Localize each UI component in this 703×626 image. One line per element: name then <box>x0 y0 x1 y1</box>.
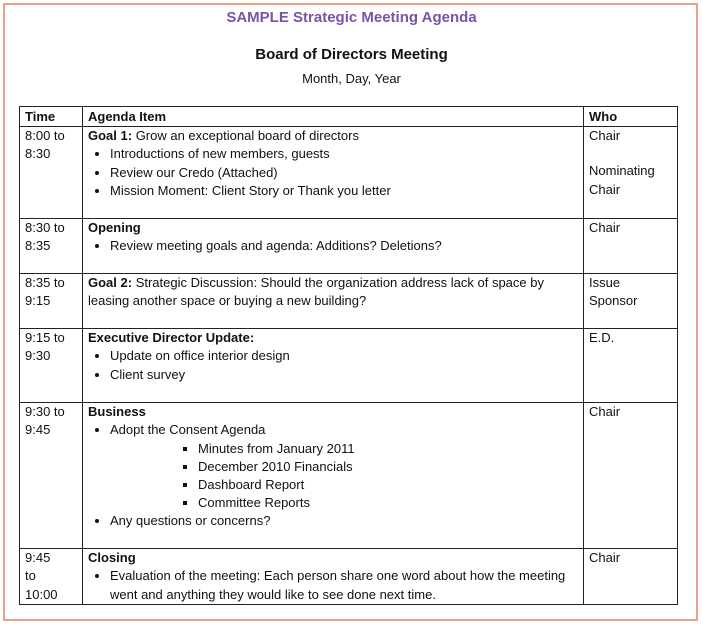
list-item: • Adopt the Consent Agenda <box>110 421 578 439</box>
table-header-row <box>20 107 678 127</box>
agenda-table <box>19 106 678 605</box>
who-value: Sponsor <box>589 293 638 309</box>
time-start: 9:30 to <box>25 404 65 420</box>
who-cell <box>584 403 678 549</box>
time-end: 10:00 <box>25 586 58 602</box>
table-row <box>20 403 678 549</box>
time-end: 9:15 <box>25 293 51 309</box>
who-value: Nominating <box>589 163 655 179</box>
time-cell <box>20 274 83 329</box>
bullet-list <box>88 512 578 530</box>
who-cell <box>584 219 678 274</box>
time-cell <box>20 127 83 219</box>
agenda-item-cell <box>83 329 584 403</box>
item-heading: Business <box>88 404 146 420</box>
list-item: • Client survey <box>110 366 578 384</box>
time-mid: to <box>25 568 36 584</box>
item-heading: Closing <box>88 550 136 566</box>
table-row <box>20 549 678 605</box>
bullet-list <box>88 421 578 439</box>
time-end: 9:45 <box>25 422 51 438</box>
time-cell <box>20 219 83 274</box>
time-end: 8:30 <box>25 146 51 162</box>
sub-list-item: ▪ Minutes from January 2011 <box>198 440 578 458</box>
who-value: Chair <box>589 550 621 566</box>
table-row <box>20 274 678 329</box>
time-end: 8:35 <box>25 238 51 254</box>
who-cell <box>584 127 678 219</box>
item-heading: Opening <box>88 220 141 236</box>
list-item: • Mission Moment: Client Story or Thank you letter <box>110 182 578 200</box>
bullet-list <box>88 567 578 603</box>
table-row <box>20 127 678 219</box>
time-start: 9:15 to <box>25 330 65 346</box>
bullet-list <box>88 347 578 383</box>
time-cell <box>20 549 83 605</box>
item-heading: Executive Director Update: <box>88 330 255 346</box>
table-row <box>20 329 678 403</box>
who-value: Chair <box>589 220 621 236</box>
who-value: Chair <box>589 404 621 420</box>
agenda-item-cell <box>83 127 584 219</box>
sub-list-item: ▪ Dashboard Report <box>198 476 578 494</box>
time-start: 8:35 to <box>25 275 65 291</box>
who-value: Chair <box>589 181 621 197</box>
time-cell <box>20 403 83 549</box>
list-item: • Any questions or concerns? <box>110 512 578 530</box>
time-cell <box>20 329 83 403</box>
table-row <box>20 219 678 274</box>
list-item: • Evaluation of the meeting: Each person share one word about how the meeting went and anything they would like to see done next time. <box>110 567 578 603</box>
who-value: Issue <box>589 275 621 291</box>
time-start: 9:45 <box>25 550 51 566</box>
list-item: • Update on office interior design <box>110 347 578 365</box>
time-end: 9:30 <box>25 348 51 364</box>
agenda-item-cell <box>83 274 584 329</box>
meeting-date: Month, Day, Year <box>302 71 401 86</box>
list-item: • Review our Credo (Attached) <box>110 164 578 182</box>
item-heading-text: Grow an exceptional board of directors <box>132 128 359 144</box>
agenda-item-cell <box>83 549 584 605</box>
list-item: • Review meeting goals and agenda: Additions? Deletions? <box>110 237 578 255</box>
header-who: Who <box>584 107 678 127</box>
item-heading: Goal 2: <box>88 275 133 291</box>
sub-list-item: ▪ Committee Reports <box>198 494 578 512</box>
list-item: • Introductions of new members, guests <box>110 145 578 163</box>
who-value: E.D. <box>589 330 615 346</box>
agenda-item-cell <box>83 403 584 549</box>
bullet-list <box>88 145 578 200</box>
agenda-item-cell <box>83 219 584 274</box>
who-cell <box>584 549 678 605</box>
who-cell <box>584 329 678 403</box>
header-time: Time <box>20 107 83 127</box>
time-start: 8:00 to <box>25 128 65 144</box>
item-heading-text: Strategic Discussion: Should the organization address lack of space by leasing another space or buying a new building? <box>88 275 544 309</box>
time-start: 8:30 to <box>25 220 65 236</box>
who-value: Chair <box>589 128 621 144</box>
meeting-title: Board of Directors Meeting <box>255 46 448 63</box>
document-title: SAMPLE Strategic Meeting Agenda <box>226 9 477 26</box>
who-cell <box>584 274 678 329</box>
sub-bullet-list <box>88 440 578 513</box>
header-agenda-item: Agenda Item <box>83 107 584 127</box>
bullet-list <box>88 237 578 255</box>
item-heading: Goal 1: <box>88 128 133 144</box>
sub-list-item: ▪ December 2010 Financials <box>198 458 578 476</box>
